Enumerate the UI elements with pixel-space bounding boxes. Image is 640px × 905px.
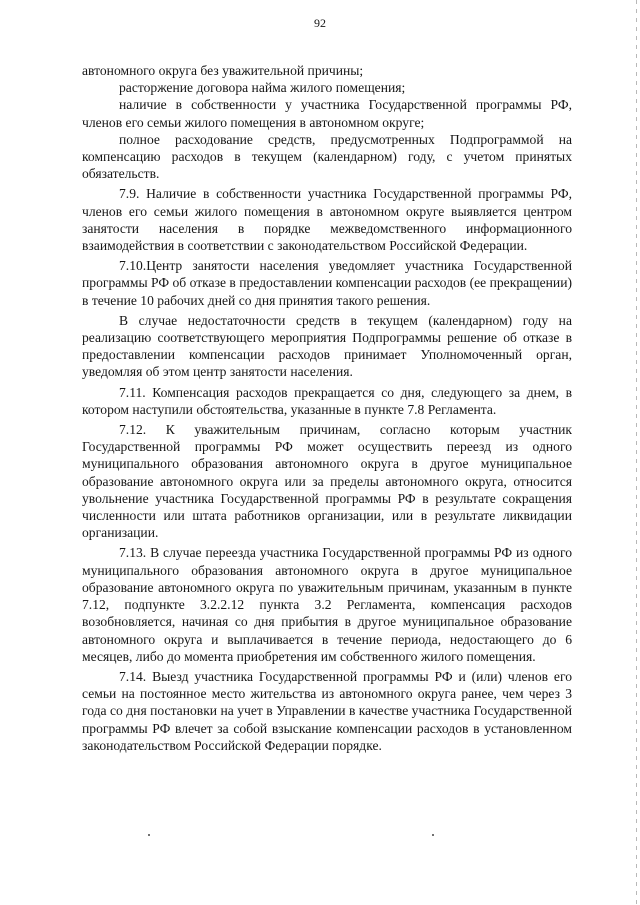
paragraph-continuation: автономного округа без уважительной причины;	[82, 63, 364, 78]
paragraph-7-13: 7.13. В случае переезда участника Государственной программы РФ из одного муниципального образования автономного округа в другое муниципальное образование автономного округа по уважительным причинам, указанным в пункте 7.12, подпункте 3.2.2.12 пункта 3.2 Регламента, компенсация расходов возобновляется, начиная со дня прибытия в другое муниципальное образование автономного округа и выплачивается в течение периода, недостающего до 6 месяцев, либо до момента приобретения им собственного жилого помещения.	[82, 545, 572, 664]
paragraph-7-9: 7.9. Наличие в собственности участника Государственной программы РФ, членов его семьи жилого помещения в автономном округе выявляется центром занятости населения в порядке межведомственного информационного взаимодействия в соответствии с законодательством Российской Федерации.	[82, 186, 572, 254]
scan-speck	[148, 834, 150, 836]
page-number: 92	[314, 16, 326, 30]
paragraph-funds-spent: полное расходование средств, предусмотренных Подпрограммой на компенсацию расходов в текущем (календарном) году, с учетом принятых обязательств.	[82, 131, 572, 182]
paragraph-7-11: 7.11. Компенсация расходов прекращается со дня, следующего за днем, в котором наступили обстоятельства, указанные в пункте 7.8 Регламента.	[82, 384, 572, 417]
paragraph-housing-ownership: наличие в собственности у участника Государственной программы РФ, членов его семьи жилого помещения в автономном округе;	[82, 97, 572, 130]
paragraph-7-10: 7.10.Центр занятости населения уведомляет участника Государственной программы РФ об отказе в предоставлении компенсации расходов (ее прекращении) в течение 10 рабочих дней со дня принятия такого решения.	[82, 258, 573, 308]
paragraph-7-12: 7.12. К уважительным причинам, согласно которым участник Государственной программы РФ может осуществить переезд из одного муниципального образования автономного округа в другое муниципальное образование автономного округа или за пределы автономного округа, относится увольнение участника Государственной программы РФ в результате сокращения численности или штата работников организации, или в результате ликвидации организации.	[82, 422, 572, 541]
paragraph-insufficient-funds: В случае недостаточности средств в текущем (календарном) году на реализацию соответствующего мероприятия Подпрограммы решение об отказе в предоставлении компенсации расходов принимает Уполномоченный орган, уведомляя об этом центр занятости населения.	[82, 312, 572, 380]
paragraph-7-14: 7.14. Выезд участника Государственной программы РФ и (или) членов его семьи на постоянное место жительства из автономного округа ранее, чем через 3 года со дня постановки на учет в Управлении в качестве участника Государственной программы РФ влечет за собой взыскание компенсации расходов в установленном законодательством Российской Федерации порядке.	[82, 668, 572, 753]
scan-edge-artifact	[636, 0, 637, 905]
paragraph-lease-termination: расторжение договора найма жилого помещения;	[119, 80, 406, 96]
scan-speck	[432, 834, 434, 836]
document-body	[82, 62, 572, 754]
